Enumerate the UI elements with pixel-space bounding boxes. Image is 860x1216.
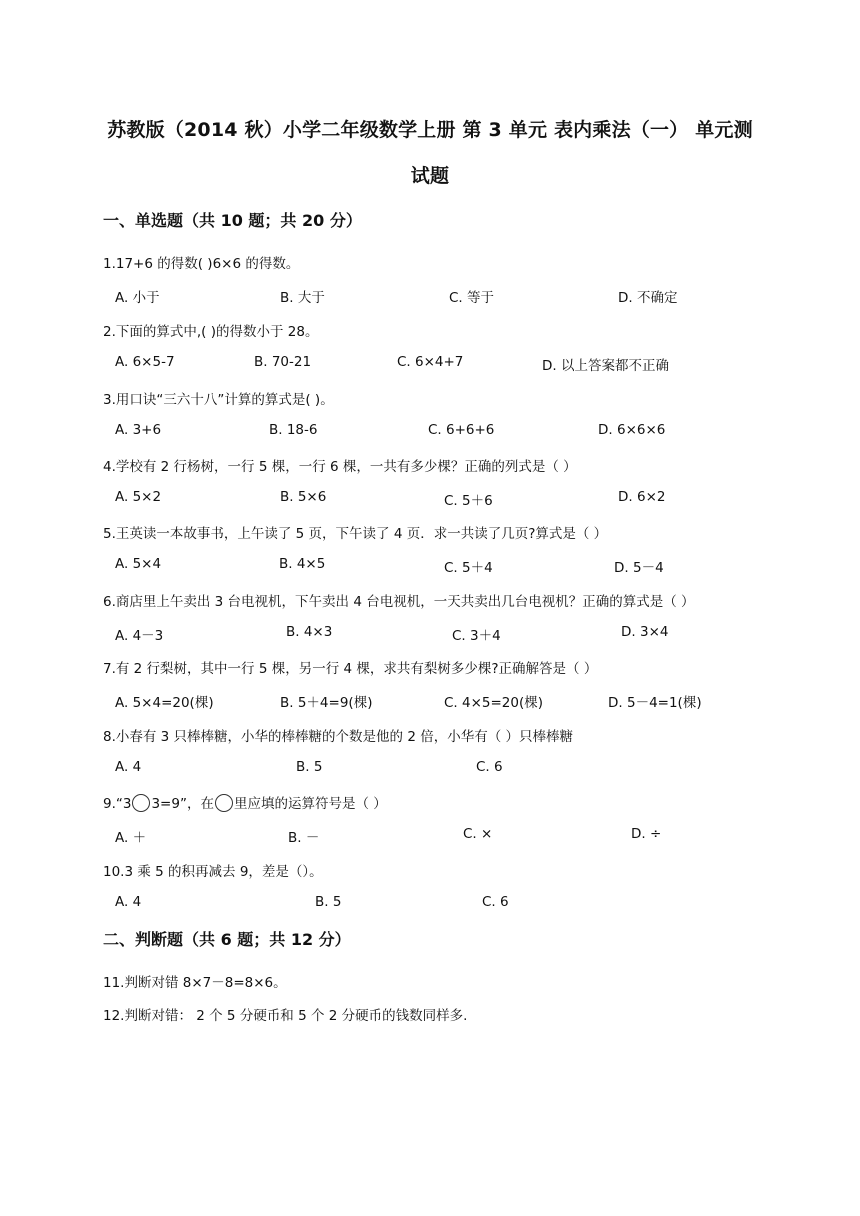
document-title-line-1: 苏教版（2014 秋）小学二年级数学上册 第 3 单元 表内乘法（一） 单元测: [107, 119, 753, 141]
question-9-text-b: 3=9”，在: [151, 796, 214, 812]
question-8: 8.小春有 3 只棒棒糖，小华的棒棒糖的个数是他的 2 倍，小华有（ ）只棒棒糖: [103, 729, 574, 745]
question-9-option-a: A. ＋: [115, 830, 147, 846]
question-5-option-a: A. 5×4: [115, 556, 162, 572]
question-4-option-b: B. 5×6: [280, 489, 327, 505]
blank-circle-icon: [132, 794, 150, 812]
question-9-text-c: 里应填的运算符号是（ ）: [233, 796, 387, 812]
question-8-option-b: B. 5: [296, 759, 323, 775]
blank-circle-icon: [215, 794, 233, 812]
question-10-option-c: C. 6: [482, 894, 509, 910]
question-6-option-a: A. 4－3: [115, 628, 164, 644]
section-heading-single-choice: 一、单选题（共 10 题；共 20 分）: [103, 211, 362, 230]
question-3-option-c: C. 6+6+6: [428, 422, 495, 438]
question-4-option-c: C. 5＋6: [444, 493, 493, 509]
question-11: 11.判断对错 8×7－8=8×6。: [103, 975, 287, 991]
question-1-option-a: A. 小于: [115, 290, 160, 306]
question-9-option-b: B. －: [288, 830, 320, 846]
question-2-option-c: C. 6×4+7: [397, 354, 464, 370]
question-1-option-b: B. 大于: [280, 290, 325, 306]
question-6-option-b: B. 4×3: [286, 624, 333, 640]
question-3-option-b: B. 18-6: [269, 422, 318, 438]
question-9-text-a: 9.“3: [103, 796, 132, 812]
question-7: 7.有 2 行梨树，其中一行 5 棵，另一行 4 棵，求共有梨树多少棵?正确解答是（ ）: [103, 661, 598, 677]
question-7-option-b: B. 5＋4=9(棵): [280, 695, 373, 711]
question-9-option-c: C. ×: [463, 826, 493, 842]
question-5-option-d: D. 5－4: [614, 560, 664, 576]
question-1-option-d: D. 不确定: [618, 290, 678, 306]
question-2-option-a: A. 6×5-7: [115, 354, 175, 370]
question-9-option-d: D. ÷: [631, 826, 662, 842]
question-10-option-b: B. 5: [315, 894, 342, 910]
question-1-option-c: C. 等于: [449, 290, 495, 306]
question-5: 5.王英读一本故事书，上午读了 5 页，下午读了 4 页．求一共读了几页?算式是（ ）: [103, 526, 608, 542]
question-6: 6.商店里上午卖出 3 台电视机，下午卖出 4 台电视机，一天共卖出几台电视机？正确的算式是（ ）: [103, 594, 695, 610]
question-5-option-c: C. 5＋4: [444, 560, 493, 576]
question-10-option-a: A. 4: [115, 894, 142, 910]
question-6-option-d: D. 3×4: [621, 624, 669, 640]
question-6-option-c: C. 3＋4: [452, 628, 501, 644]
question-2: 2.下面的算式中,( )的得数小于 28。: [103, 324, 319, 340]
question-8-option-c: C. 6: [476, 759, 503, 775]
question-3-option-d: D. 6×6×6: [598, 422, 666, 438]
question-8-option-a: A. 4: [115, 759, 142, 775]
question-7-option-a: A. 5×4=20(棵): [115, 695, 214, 711]
question-2-option-b: B. 70-21: [254, 354, 312, 370]
question-1: 1.17+6 的得数( )6×6 的得数。: [103, 256, 300, 272]
question-5-option-b: B. 4×5: [279, 556, 326, 572]
question-7-option-d: D. 5－4=1(棵): [608, 695, 702, 711]
question-12: 12.判断对错： 2 个 5 分硬币和 5 个 2 分硬币的钱数同样多.: [103, 1008, 468, 1024]
document-title-line-2: 试题: [410, 165, 450, 187]
question-4-option-a: A. 5×2: [115, 489, 162, 505]
question-3-option-a: A. 3+6: [115, 422, 162, 438]
question-4-option-d: D. 6×2: [618, 489, 666, 505]
question-3: 3.用口诀“三六十八”计算的算式是( )。: [103, 392, 334, 408]
question-4: 4.学校有 2 行杨树，一行 5 棵，一行 6 棵，一共有多少棵？正确的列式是（ ）: [103, 459, 577, 475]
question-10: 10.3 乘 5 的积再减去 9，差是（）。: [103, 864, 323, 880]
question-9: [103, 792, 387, 812]
question-2-option-d: D. 以上答案都不正确: [542, 358, 669, 374]
section-heading-true-false: 二、判断题（共 6 题；共 12 分）: [103, 930, 351, 949]
question-7-option-c: C. 4×5=20(棵): [444, 695, 544, 711]
